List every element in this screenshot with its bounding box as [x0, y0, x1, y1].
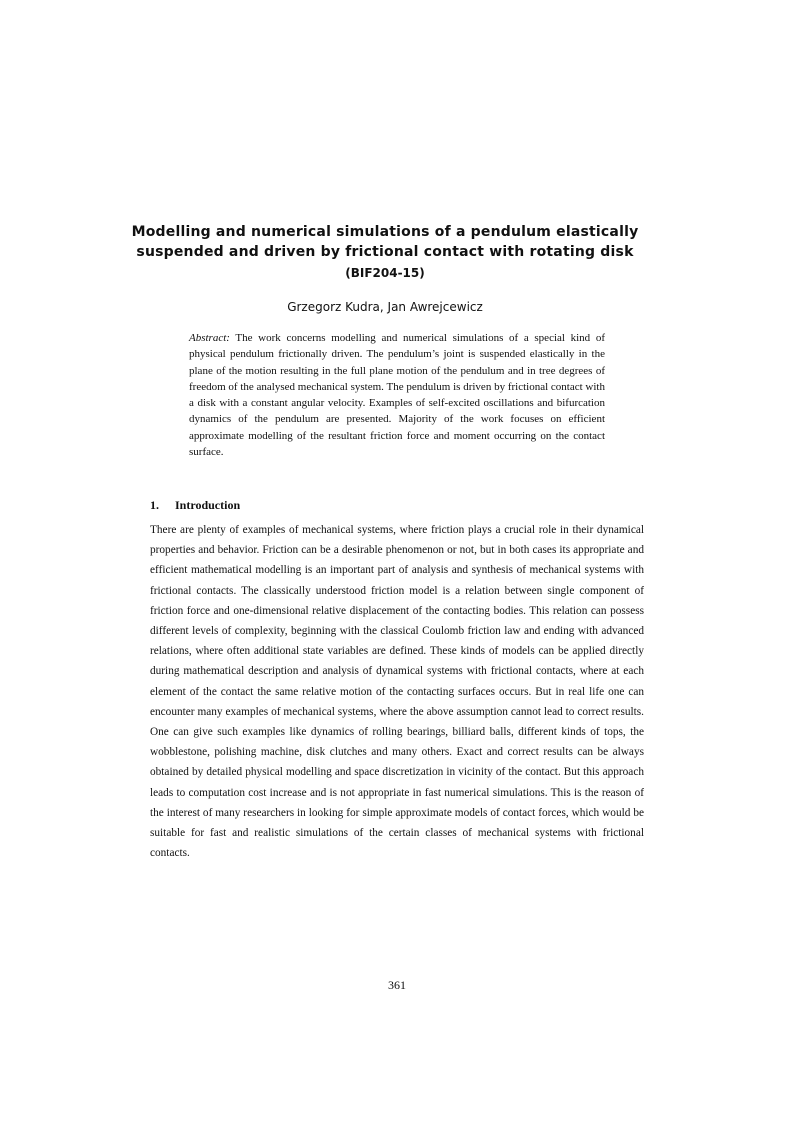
- page-number: 361: [388, 978, 406, 992]
- abstract-text: The work concerns modelling and numerical simulations of a special kind of physical pendulum frictionally driven. The pendulum’s joint is suspended elastically in the plane of the motion resulting in the full plane motion of the pendulum and in tree degrees of freedom of the analysed mechanical system. The pendulum is driven by frictional contact with a disk with a constant angular velocity. Examples of self-excited oscillations and bifurcation dynamics of the pendulum are presented. Majority of the work focuses on efficient approximate modelling of the resultant friction force and moment occurring on the contact surface.: [189, 332, 605, 459]
- section-number: 1.: [150, 498, 159, 512]
- abstract-label: Abstract:: [189, 332, 230, 344]
- paper-title-line-2: suspended and driven by frictional contact with rotating disk: [136, 244, 634, 260]
- introduction-paragraph: There are plenty of examples of mechanical systems, where friction plays a crucial role in their dynamical properties and behavior. Friction can be a desirable phenomenon or not, but in both cases its appropriate and efficient mathematical modelling is an important part of analysis and synthesis of mechanical systems with frictional contacts. The classically understood friction model is a relation between single component of friction force and one-dimensional relative displacement of the contacting bodies. This relation can possess different levels of complexity, beginning with the classical Coulomb friction law and ending with advanced relations, where often additional state variables are defined. These kinds of models can be applied directly during mathematical description and analysis of dynamical systems with frictional contacts, where at each element of the contact the same relative motion of the contacting surfaces occurs. But in real life one can encounter many examples of mechanical systems, where the above assumption cannot lead to correct results. One can give such examples like dynamics of rolling bearings, billiard balls, different kinds of tops, the wobblestone, polishing machine, disk clutches and many others. Exact and correct results can be always obtained by detailed physical modelling and space discretization in vicinity of the contact. But this approach leads to computation cost increase and is not appropriate in fast numerical simulations. This is the reason of the interest of many researchers in looking for simple approximate models of contact forces, which would be suitable for fast and realistic simulations of the certain classes of mechanical systems with frictional contacts.: [150, 524, 644, 860]
- paper-authors: Grzegorz Kudra, Jan Awrejcewicz: [287, 300, 483, 314]
- abstract: [189, 330, 605, 460]
- paper-code: (BIF204-15): [345, 266, 425, 280]
- paper-title: [100, 222, 670, 262]
- section-heading-introduction: [150, 497, 644, 513]
- paper-title-line-1: Modelling and numerical simulations of a pendulum elastically: [131, 224, 639, 240]
- section-title: Introduction: [175, 498, 241, 512]
